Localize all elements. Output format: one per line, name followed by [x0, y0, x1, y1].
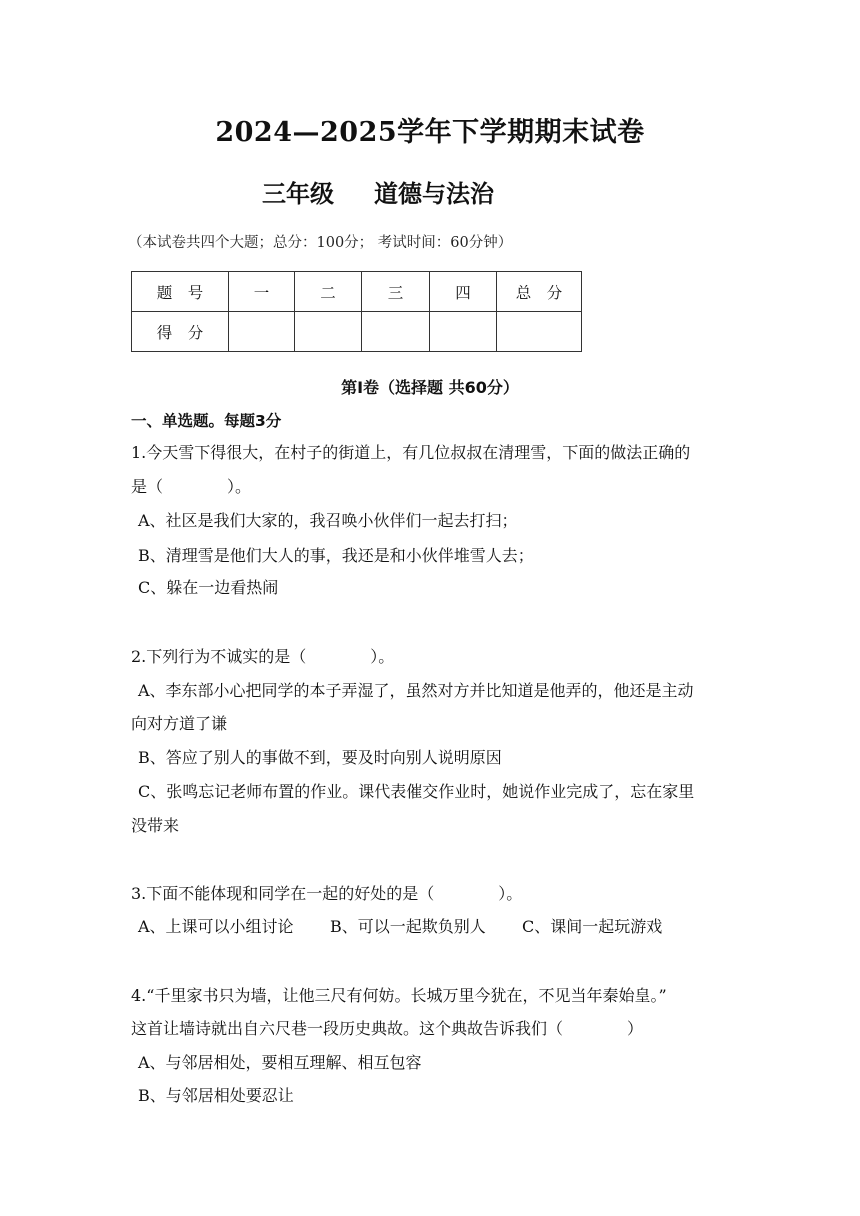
score-table: [131, 271, 582, 352]
column-1: 一: [229, 272, 295, 312]
score-cell-4: [430, 312, 497, 352]
column-2: 二: [295, 272, 362, 312]
question-1-option-c: C、躲在一边看热闹: [138, 578, 279, 597]
question-4-stem-line-2: 这首让墙诗就出自六尺巷一段历史典故。这个典故告诉我们（ ）: [131, 1019, 644, 1038]
subject-label: 道德与法治: [374, 179, 494, 208]
question-2-option-c-line-1: C、张鸣忘记老师布置的作业。课代表催交作业时，她说作业完成了，忘在家里: [138, 782, 695, 801]
question-3-option-b: B、可以一起欺负别人: [330, 917, 486, 936]
question-2-option-a-line-2: 向对方道了谦: [131, 714, 228, 733]
exam-title: 2024—2025学年下学期期末试卷: [215, 117, 645, 148]
question-2-option-c-line-2: 没带来: [131, 816, 180, 835]
question-1-option-b: B、清理雪是他们大人的事，我还是和小伙伴堆雪人去；: [138, 546, 534, 565]
question-1-stem-line-2: 是（ ）。: [131, 477, 252, 496]
exam-info: （本试卷共四个大题；总分：100分； 考试时间：60分钟）: [128, 235, 513, 251]
question-2-option-a-line-1: A、李东部小心把同学的本子弄湿了，虽然对方并比知道是他弄的，他还是主动: [138, 681, 694, 700]
column-4: 四: [430, 272, 497, 312]
question-4-option-b: B、与邻居相处要忍让: [138, 1086, 294, 1105]
question-3-option-c: C、课间一起玩游戏: [522, 917, 663, 936]
score-cell-total: [497, 312, 582, 352]
column-total: 总 分: [497, 272, 582, 312]
question-1-option-a: A、社区是我们大家的，我召唤小伙伴们一起去打扫；: [138, 511, 518, 530]
column-3: 三: [362, 272, 430, 312]
question-4-stem-line-1: 4.“千里家书只为墙，让他三尺有何妨。长城万里今犹在，不见当年秦始皇。”: [131, 986, 667, 1005]
section-title: 第Ⅰ卷（选择题 共60分）: [341, 378, 519, 397]
score-cell-1: [229, 312, 295, 352]
question-3-stem-line-1: 3.下面不能体现和同学在一起的好处的是（ ）。: [131, 884, 523, 903]
score-table-header-row: [132, 272, 582, 312]
score-cell-2: [295, 312, 362, 352]
header-label: 题 号: [132, 272, 229, 312]
question-3-option-a: A、上课可以小组讨论: [138, 917, 294, 936]
question-2-stem-line-1: 2.下列行为不诚实的是（ ）。: [131, 647, 395, 666]
question-1-stem-line-1: 1.今天雪下得很大，在村子的街道上，有几位叔叔在清理雪，下面的做法正确的: [131, 443, 691, 462]
score-table-score-row: [132, 312, 582, 352]
score-cell-3: [362, 312, 430, 352]
question-4-option-a: A、与邻居相处，要相互理解、相互包容: [138, 1053, 422, 1072]
question-2-option-b: B、答应了别人的事做不到，要及时向别人说明原因: [138, 748, 502, 767]
part-title: 一、单选题。每题3分: [131, 412, 282, 430]
exam-subtitle: [262, 174, 494, 209]
row-label: 得 分: [132, 312, 229, 352]
grade-label: 三年级: [262, 179, 334, 208]
